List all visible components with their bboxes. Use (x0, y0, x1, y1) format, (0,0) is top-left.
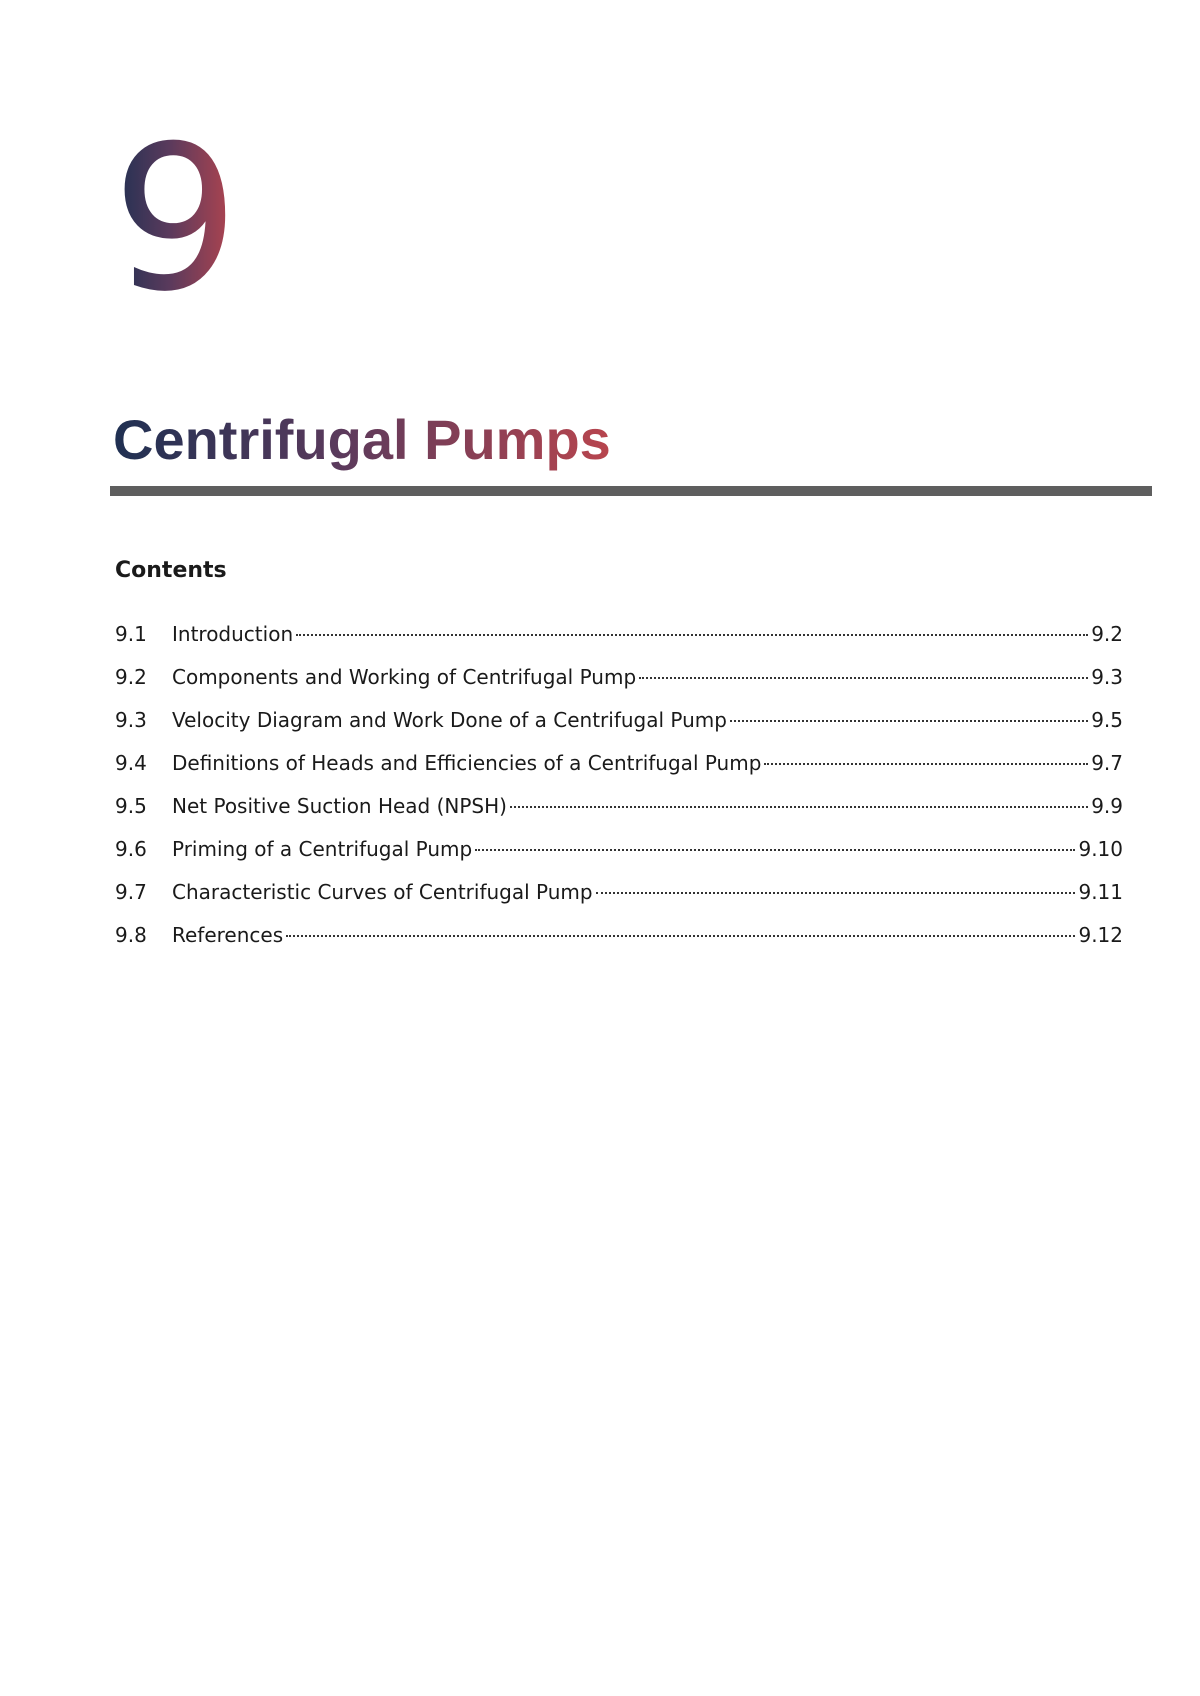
contents-heading: Contents (115, 558, 227, 583)
toc-entry-number: 9.3 (115, 708, 147, 732)
toc-entry-9-4[interactable] (115, 748, 1123, 791)
toc-dot-leader (286, 935, 1075, 937)
toc-entry-9-6[interactable] (115, 834, 1123, 877)
toc-dot-leader (510, 806, 1088, 808)
toc-entry-page: 9.3 (1091, 665, 1123, 689)
toc-entry-number: 9.1 (115, 622, 147, 646)
toc-entry-page: 9.5 (1091, 708, 1123, 732)
toc-entry-9-3[interactable] (115, 705, 1123, 748)
toc-entry-page: 9.7 (1091, 751, 1123, 775)
chapter-number: 9 (112, 103, 240, 336)
toc-entry-9-8[interactable] (115, 920, 1123, 963)
toc-entry-title: Definitions of Heads and Efficiencies of a Centrifugal Pump (172, 751, 762, 775)
toc-entry-number: 9.4 (115, 751, 147, 775)
toc-entry-title: References (172, 923, 284, 947)
title-divider (110, 486, 1152, 496)
toc-dot-leader (639, 677, 1088, 679)
toc-entry-title: Characteristic Curves of Centrifugal Pump (172, 880, 593, 904)
toc-entry-number: 9.7 (115, 880, 147, 904)
toc-entry-page: 9.12 (1078, 923, 1123, 947)
toc-entry-number: 9.6 (115, 837, 147, 861)
toc-entry-number: 9.8 (115, 923, 147, 947)
toc-dot-leader (475, 849, 1075, 851)
toc-entry-title: Velocity Diagram and Work Done of a Centrifugal Pump (172, 708, 727, 732)
toc-entry-title: Priming of a Centrifugal Pump (172, 837, 473, 861)
toc-dot-leader (296, 634, 1088, 636)
toc-dot-leader (764, 763, 1088, 765)
toc-entry-title: Net Positive Suction Head (NPSH) (172, 794, 507, 818)
toc-entry-9-5[interactable] (115, 791, 1123, 834)
toc-entry-9-7[interactable] (115, 877, 1123, 920)
toc-entry-page: 9.11 (1078, 880, 1123, 904)
table-of-contents (115, 619, 1123, 963)
toc-entry-page: 9.9 (1091, 794, 1123, 818)
toc-entry-number: 9.5 (115, 794, 147, 818)
chapter-title: Centrifugal Pumps (113, 408, 611, 471)
toc-entry-page: 9.2 (1091, 622, 1123, 646)
toc-entry-9-2[interactable] (115, 662, 1123, 705)
toc-dot-leader (596, 892, 1076, 894)
toc-entry-9-1[interactable] (115, 619, 1123, 662)
toc-entry-number: 9.2 (115, 665, 147, 689)
toc-entry-page: 9.10 (1078, 837, 1123, 861)
toc-entry-title: Introduction (172, 622, 294, 646)
toc-entry-title: Components and Working of Centrifugal Pump (172, 665, 637, 689)
toc-dot-leader (730, 720, 1088, 722)
